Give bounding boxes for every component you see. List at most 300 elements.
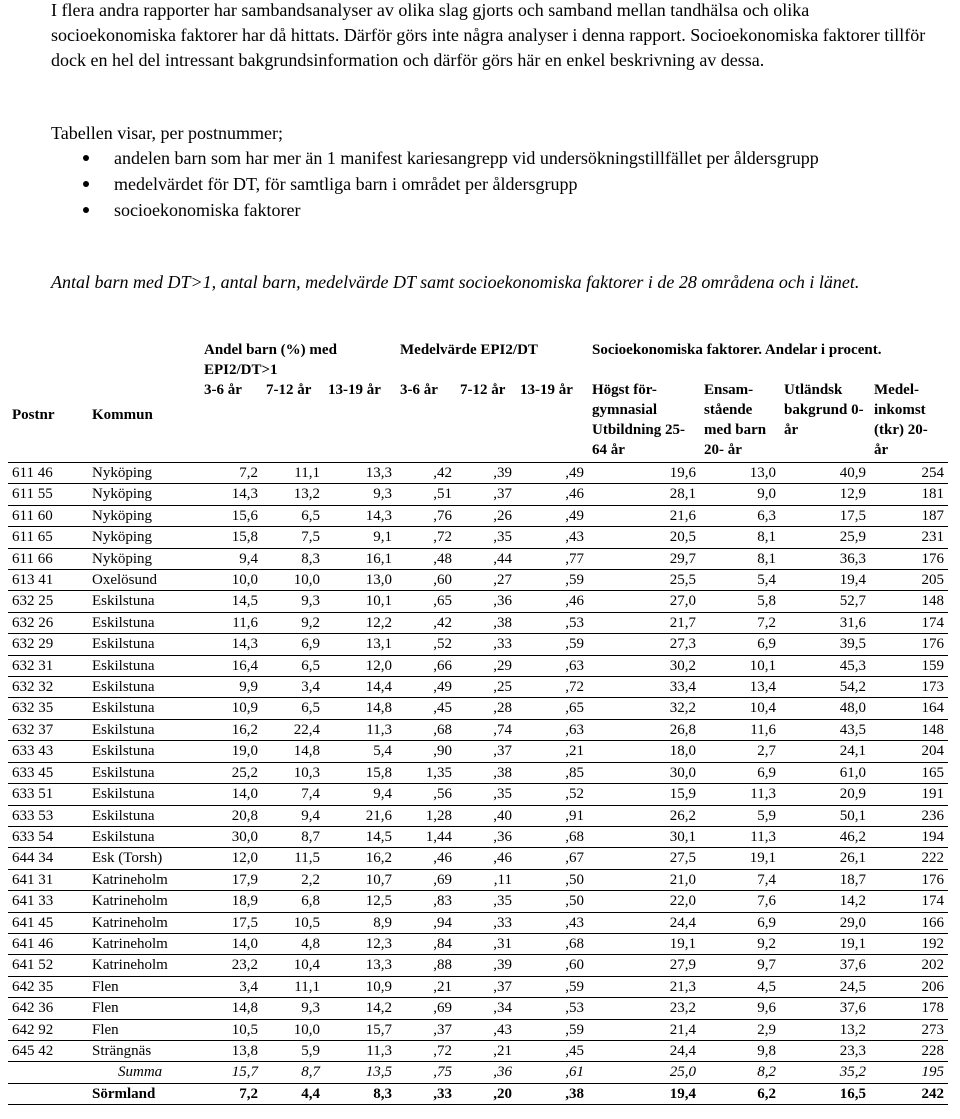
- cell-postnr: 641 46: [12, 935, 54, 952]
- cell-a3: 13,5: [365, 1064, 392, 1081]
- cell-m1: ,48: [433, 550, 452, 567]
- cell-m1: ,33: [433, 1085, 452, 1102]
- cell-s1: 26,2: [669, 807, 696, 824]
- cell-s2: 8,2: [757, 1064, 776, 1081]
- cell-a2: 9,3: [301, 1000, 320, 1017]
- cell-kommun: Flen: [92, 1021, 119, 1038]
- cell-a1: 23,2: [231, 957, 258, 974]
- cell-s3: 23,3: [839, 1042, 866, 1059]
- cell-a3: 14,4: [365, 679, 392, 696]
- table-row: [8, 719, 948, 740]
- cell-kommun: Flen: [92, 1000, 119, 1017]
- cell-s1: 25,5: [669, 572, 696, 589]
- table-row: [8, 741, 948, 762]
- header-utlandsk-bakgrund: Utländsk bakgrund 0- år: [784, 382, 864, 438]
- table-row: [8, 463, 948, 484]
- cell-a3: 10,7: [365, 871, 392, 888]
- cell-s1: 19,6: [669, 465, 696, 481]
- header-group-medel: Medelvärde EPI2/DT: [400, 342, 538, 358]
- header-andel-3-6: 3-6 år: [204, 382, 242, 398]
- cell-s3: 48,0: [839, 700, 866, 717]
- cell-s2: 6,9: [757, 914, 776, 931]
- cell-s2: 9,7: [757, 957, 776, 974]
- table-row: [8, 976, 948, 997]
- cell-kommun: Strängnäs: [92, 1042, 152, 1059]
- header-ensamstaende: Ensam-stående med barn 20- år: [704, 382, 767, 458]
- cell-m3: ,85: [565, 764, 584, 781]
- cell-postnr: 632 35: [12, 700, 54, 717]
- cell-a2: 7,5: [301, 529, 320, 546]
- table-row: [8, 591, 948, 612]
- cell-s1: 30,2: [669, 657, 696, 674]
- cell-m1: ,65: [433, 593, 452, 610]
- cell-a2: 10,5: [293, 914, 320, 931]
- cell-a2: 11,5: [294, 850, 320, 867]
- cell-s3: 45,3: [839, 657, 866, 674]
- table-row: [8, 784, 948, 805]
- cell-a3: 9,3: [373, 486, 392, 503]
- cell-s4: 148: [921, 721, 944, 738]
- cell-s3: 43,5: [839, 721, 866, 738]
- cell-s2: 6,2: [757, 1085, 776, 1102]
- cell-kommun: Eskilstuna: [92, 679, 155, 696]
- cell-a3: 16,2: [365, 850, 392, 867]
- cell-m3: ,43: [565, 914, 584, 931]
- cell-a1: 14,5: [231, 593, 258, 610]
- cell-s1: 32,2: [669, 700, 696, 717]
- bullet-text: andelen barn som har mer än 1 manifest kariesangrepp vid undersökningstillfället per åldersgrupp: [114, 148, 819, 168]
- cell-s4: 173: [921, 679, 944, 696]
- cell-m1: ,60: [433, 572, 452, 589]
- cell-s4: 195: [921, 1064, 944, 1081]
- bullet-icon: [83, 207, 89, 213]
- cell-m2: ,37: [493, 486, 512, 503]
- cell-m3: ,45: [565, 1042, 584, 1059]
- cell-m3: ,91: [565, 807, 584, 824]
- cell-m2: ,26: [493, 507, 512, 524]
- cell-s3: 35,2: [839, 1064, 866, 1081]
- cell-s1: 21,0: [669, 871, 696, 888]
- table-row: [8, 805, 948, 826]
- cell-m3: ,43: [565, 529, 584, 546]
- cell-s2: 7,6: [757, 893, 776, 910]
- cell-s2: 6,3: [757, 507, 776, 524]
- cell-m3: ,50: [565, 871, 584, 888]
- cell-a2: 10,3: [293, 764, 320, 781]
- cell-s2: 5,8: [757, 593, 776, 610]
- cell-m3: ,68: [565, 935, 584, 952]
- cell-a1: 10,5: [231, 1021, 258, 1038]
- cell-postnr: 633 53: [12, 807, 54, 824]
- cell-m3: ,72: [565, 679, 584, 696]
- table-row: [8, 570, 948, 591]
- cell-a1: 18,9: [231, 893, 258, 910]
- cell-postnr: 642 92: [12, 1021, 54, 1038]
- cell-m3: ,61: [565, 1064, 584, 1081]
- cell-a1: 16,2: [231, 721, 258, 738]
- cell-kommun: Katrineholm: [92, 871, 168, 888]
- cell-kommun: Eskilstuna: [92, 764, 155, 781]
- cell-s3: 52,7: [839, 593, 866, 610]
- cell-kommun: Eskilstuna: [92, 828, 155, 845]
- cell-s1: 27,9: [669, 957, 696, 974]
- cell-m1: ,46: [433, 850, 452, 867]
- cell-a1: 11,6: [232, 614, 258, 631]
- cell-postnr: 641 45: [12, 914, 54, 931]
- cell-a1: 17,5: [231, 914, 258, 931]
- cell-a2: 11,1: [294, 465, 320, 481]
- cell-m1: ,72: [433, 1042, 452, 1059]
- cell-a1: 15,8: [231, 529, 258, 546]
- cell-s1: 21,4: [669, 1021, 696, 1038]
- cell-s3: 37,6: [839, 957, 866, 974]
- header-medel-13-19: 13-19 år: [520, 382, 573, 398]
- cell-a2: 13,2: [293, 486, 320, 503]
- cell-s2: 5,4: [757, 572, 776, 589]
- cell-s3: 54,2: [839, 679, 866, 696]
- cell-m1: ,37: [433, 1021, 452, 1038]
- cell-s1: 25,0: [669, 1064, 696, 1081]
- cell-s2: 11,3: [750, 828, 776, 845]
- cell-a2: 9,2: [301, 614, 320, 631]
- bullet-text: socioekonomiska faktorer: [114, 200, 301, 220]
- cell-postnr: 611 65: [12, 529, 53, 546]
- data-table: [8, 340, 948, 1105]
- cell-m3: ,53: [565, 614, 584, 631]
- cell-m2: ,20: [493, 1085, 512, 1102]
- cell-kommun: Eskilstuna: [92, 786, 155, 803]
- cell-s2: 6,9: [757, 636, 776, 653]
- cell-postnr: 633 51: [12, 786, 54, 803]
- cell-s4: 164: [921, 700, 944, 717]
- cell-m2: ,27: [493, 572, 512, 589]
- cell-a2: 4,4: [301, 1085, 320, 1102]
- cell-s2: 9,0: [757, 486, 776, 503]
- cell-s4: 174: [921, 893, 944, 910]
- cell-kommun: Nyköping: [92, 507, 152, 524]
- cell-a1: 10,0: [231, 572, 258, 589]
- cell-kommun: Eskilstuna: [92, 721, 155, 738]
- cell-m2: ,39: [493, 465, 512, 481]
- cell-m1: 1,35: [425, 764, 452, 781]
- cell-a1: 14,0: [231, 786, 258, 803]
- cell-a3: 14,8: [365, 700, 392, 717]
- cell-a3: 11,3: [366, 721, 392, 738]
- cell-m1: ,51: [433, 486, 452, 503]
- bullet-item: [51, 146, 931, 171]
- cell-s3: 19,4: [839, 572, 866, 589]
- cell-m3: ,67: [565, 850, 584, 867]
- cell-kommun: Katrineholm: [92, 893, 168, 910]
- cell-s4: 166: [921, 914, 944, 931]
- header-medel-7-12: 7-12 år: [460, 382, 506, 398]
- cell-m2: ,37: [493, 978, 512, 995]
- cell-s3: 20,9: [839, 786, 866, 803]
- cell-postnr: 642 36: [12, 1000, 54, 1017]
- cell-m1: ,42: [433, 614, 452, 631]
- cell-m2: ,36: [493, 1064, 512, 1081]
- cell-m3: ,63: [565, 721, 584, 738]
- cell-m1: ,52: [433, 636, 452, 653]
- cell-kommun: Flen: [92, 978, 119, 995]
- cell-a1: 14,3: [231, 636, 258, 653]
- cell-m2: ,31: [493, 935, 512, 952]
- cell-s4: 159: [921, 657, 944, 674]
- cell-s2: 9,8: [757, 1042, 776, 1059]
- cell-kommun: Eskilstuna: [92, 743, 155, 760]
- cell-postnr: 633 45: [12, 764, 54, 781]
- cell-m2: ,37: [493, 743, 512, 760]
- cell-kommun: Nyköping: [92, 486, 152, 503]
- cell-s1: 30,1: [669, 828, 696, 845]
- cell-a2: 6,9: [301, 636, 320, 653]
- cell-m2: ,34: [493, 1000, 512, 1017]
- header-group-andel: Andel barn (%) med EPI2/DT>1: [204, 342, 337, 378]
- cell-s1: 18,0: [669, 743, 696, 760]
- cell-m3: ,59: [565, 978, 584, 995]
- intro-text: I flera andra rapporter har sambandsanalyser av olika slag gjorts och samband mellan tandhälsa och olika socioekonomiska faktorer har då hittats. Därför görs inte några analyser i denna rapport. Socioekonomiska faktorer tillför dock en hel del intressant bakgrundsinformation och därför görs här en enkel beskrivning av dessa.: [51, 0, 926, 70]
- cell-s3: 37,6: [839, 1000, 866, 1017]
- cell-s3: 14,2: [839, 893, 866, 910]
- cell-a1: 25,2: [231, 764, 258, 781]
- table-row: [8, 1019, 948, 1040]
- cell-s4: 194: [921, 828, 944, 845]
- cell-a2: 7,4: [301, 786, 320, 803]
- cell-postnr: [8, 1083, 88, 1104]
- cell-s1: 26,8: [669, 721, 696, 738]
- cell-s1: 29,7: [669, 550, 696, 567]
- cell-m1: ,90: [433, 743, 452, 760]
- cell-a3: 8,3: [373, 1085, 392, 1102]
- cell-s2: 6,9: [757, 764, 776, 781]
- cell-a3: 14,5: [365, 828, 392, 845]
- cell-m2: ,39: [493, 957, 512, 974]
- cell-kommun: Katrineholm: [92, 957, 168, 974]
- cell-kommun: Sörmland: [92, 1085, 156, 1102]
- cell-m2: ,36: [493, 593, 512, 610]
- cell-s1: 19,4: [669, 1085, 696, 1102]
- cell-a3: 13,3: [365, 465, 392, 481]
- cell-postnr: 645 42: [12, 1042, 54, 1059]
- cell-a2: 6,5: [301, 507, 320, 524]
- cell-m2: ,35: [493, 786, 512, 803]
- cell-a3: 13,1: [365, 636, 392, 653]
- cell-s2: 8,1: [757, 529, 776, 546]
- cell-postnr: 611 60: [12, 507, 53, 524]
- cell-s3: 39,5: [839, 636, 866, 653]
- bullet-item: [51, 172, 931, 197]
- cell-m1: ,21: [433, 978, 452, 995]
- cell-a2: 3,4: [301, 679, 320, 696]
- cell-s3: 13,2: [839, 1021, 866, 1038]
- cell-s1: 20,5: [669, 529, 696, 546]
- cell-s3: 16,5: [839, 1085, 866, 1102]
- cell-m3: ,59: [565, 572, 584, 589]
- cell-s3: 19,1: [839, 935, 866, 952]
- cell-s4: 187: [921, 507, 944, 524]
- cell-a3: 8,9: [373, 914, 392, 931]
- cell-kommun: Eskilstuna: [92, 614, 155, 631]
- cell-a1: 3,4: [239, 978, 258, 995]
- cell-a2: 8,7: [301, 1064, 320, 1081]
- cell-a3: 14,3: [365, 507, 392, 524]
- cell-m1: ,49: [433, 679, 452, 696]
- header-group-socio: Socioekonomiska faktorer. Andelar i procent.: [592, 342, 882, 358]
- cell-s1: 19,1: [669, 935, 696, 952]
- cell-m2: ,38: [493, 764, 512, 781]
- cell-postnr: 611 46: [12, 465, 53, 481]
- cell-m2: ,46: [493, 850, 512, 867]
- cell-s4: 192: [921, 935, 944, 952]
- cell-s4: 178: [921, 1000, 944, 1017]
- cell-s1: 27,3: [669, 636, 696, 653]
- cell-a1: 17,9: [231, 871, 258, 888]
- cell-a2: 10,0: [293, 572, 320, 589]
- cell-s4: 176: [921, 636, 944, 653]
- cell-s2: 5,9: [757, 807, 776, 824]
- cell-s2: 10,4: [749, 700, 776, 717]
- cell-m2: ,36: [493, 828, 512, 845]
- table-row: [8, 933, 948, 954]
- cell-a2: 8,3: [301, 550, 320, 567]
- table-row: [8, 677, 948, 698]
- cell-a3: 12,0: [365, 657, 392, 674]
- cell-m3: ,46: [565, 593, 584, 610]
- cell-m3: ,65: [565, 700, 584, 717]
- cell-m3: ,68: [565, 828, 584, 845]
- cell-s4: 231: [921, 529, 944, 546]
- cell-a1: 9,4: [239, 550, 258, 567]
- cell-postnr: 611 66: [12, 550, 53, 567]
- cell-a2: 14,8: [293, 743, 320, 760]
- cell-a3: 14,2: [365, 1000, 392, 1017]
- cell-s2: 11,3: [750, 786, 776, 803]
- cell-a3: 13,3: [365, 957, 392, 974]
- table-row: [8, 912, 948, 933]
- cell-s2: 13,4: [749, 679, 776, 696]
- cell-m1: ,72: [433, 529, 452, 546]
- summa-row: [8, 1062, 948, 1083]
- cell-m2: ,28: [493, 700, 512, 717]
- cell-m1: ,75: [433, 1064, 452, 1081]
- cell-s4: 174: [921, 614, 944, 631]
- bullet-icon: [83, 181, 89, 187]
- cell-m3: ,52: [565, 786, 584, 803]
- cell-s4: 273: [921, 1021, 944, 1038]
- cell-kommun: Eskilstuna: [92, 657, 155, 674]
- cell-a2: 10,4: [293, 957, 320, 974]
- cell-m2: ,43: [493, 1021, 512, 1038]
- table-row: [8, 1040, 948, 1061]
- cell-s3: 17,5: [839, 507, 866, 524]
- cell-s1: 22,0: [669, 893, 696, 910]
- cell-a2: 6,5: [301, 700, 320, 717]
- cell-a3: 9,1: [373, 529, 392, 546]
- cell-s4: 254: [921, 465, 944, 481]
- cell-kommun: Eskilstuna: [92, 636, 155, 653]
- cell-m2: ,35: [493, 529, 512, 546]
- cell-m1: ,68: [433, 721, 452, 738]
- cell-m2: ,21: [493, 1042, 512, 1059]
- table-row: [8, 612, 948, 633]
- cell-m3: ,53: [565, 1000, 584, 1017]
- cell-s2: 9,2: [757, 935, 776, 952]
- cell-a1: 7,2: [239, 1085, 258, 1102]
- cell-postnr: 632 26: [12, 614, 54, 631]
- cell-s1: 21,7: [669, 614, 696, 631]
- cell-s1: 24,4: [669, 914, 696, 931]
- table-row: [8, 527, 948, 548]
- table-row: [8, 762, 948, 783]
- cell-s2: 9,6: [757, 1000, 776, 1017]
- cell-a3: 9,4: [373, 786, 392, 803]
- cell-a1: 10,9: [231, 700, 258, 717]
- cell-s4: 205: [921, 572, 944, 589]
- cell-s4: 222: [921, 850, 944, 867]
- table-row: [8, 955, 948, 976]
- cell-postnr: [8, 1062, 88, 1083]
- table-row: [8, 848, 948, 869]
- cell-s3: 36,3: [839, 550, 866, 567]
- cell-postnr: 641 31: [12, 871, 54, 888]
- cell-m1: ,45: [433, 700, 452, 717]
- cell-a3: 15,7: [365, 1021, 392, 1038]
- cell-kommun: Nyköping: [92, 529, 152, 546]
- cell-s1: 27,5: [669, 850, 696, 867]
- cell-a1: 19,0: [231, 743, 258, 760]
- cell-a2: 6,8: [301, 893, 320, 910]
- cell-m2: ,33: [493, 914, 512, 931]
- cell-m1: ,69: [433, 871, 452, 888]
- cell-a3: 10,9: [365, 978, 392, 995]
- cell-m3: ,60: [565, 957, 584, 974]
- cell-s3: 46,2: [839, 828, 866, 845]
- cell-m3: ,49: [565, 507, 584, 524]
- cell-kommun: Oxelösund: [92, 572, 157, 589]
- cell-a1: 14,0: [231, 935, 258, 952]
- cell-m1: ,56: [433, 786, 452, 803]
- cell-postnr: 644 34: [12, 850, 54, 867]
- intro-paragraph: [51, 0, 931, 73]
- cell-postnr: 633 54: [12, 828, 54, 845]
- cell-s2: 7,2: [757, 614, 776, 631]
- cell-a1: 16,4: [231, 657, 258, 674]
- table-row: [8, 548, 948, 569]
- cell-s2: 10,1: [749, 657, 776, 674]
- cell-m3: ,46: [565, 486, 584, 503]
- table-row: [8, 634, 948, 655]
- cell-s1: 33,4: [669, 679, 696, 696]
- cell-postnr: 642 35: [12, 978, 54, 995]
- cell-kommun: Katrineholm: [92, 935, 168, 952]
- bullet-icon: [83, 155, 89, 161]
- cell-a3: 21,6: [365, 807, 392, 824]
- sormland-row: [8, 1083, 948, 1104]
- cell-postnr: 613 41: [12, 572, 54, 589]
- cell-s4: 191: [921, 786, 944, 803]
- cell-a3: 12,5: [365, 893, 392, 910]
- cell-a3: 5,4: [373, 743, 392, 760]
- cell-s4: 242: [921, 1085, 944, 1102]
- cell-m1: ,42: [433, 465, 452, 481]
- cell-s3: 25,9: [839, 529, 866, 546]
- cell-s2: 2,9: [757, 1021, 776, 1038]
- cell-a2: 22,4: [293, 721, 320, 738]
- cell-s4: 204: [921, 743, 944, 760]
- cell-s3: 18,7: [839, 871, 866, 888]
- cell-s1: 28,1: [669, 486, 696, 503]
- cell-kommun: Nyköping: [92, 550, 152, 567]
